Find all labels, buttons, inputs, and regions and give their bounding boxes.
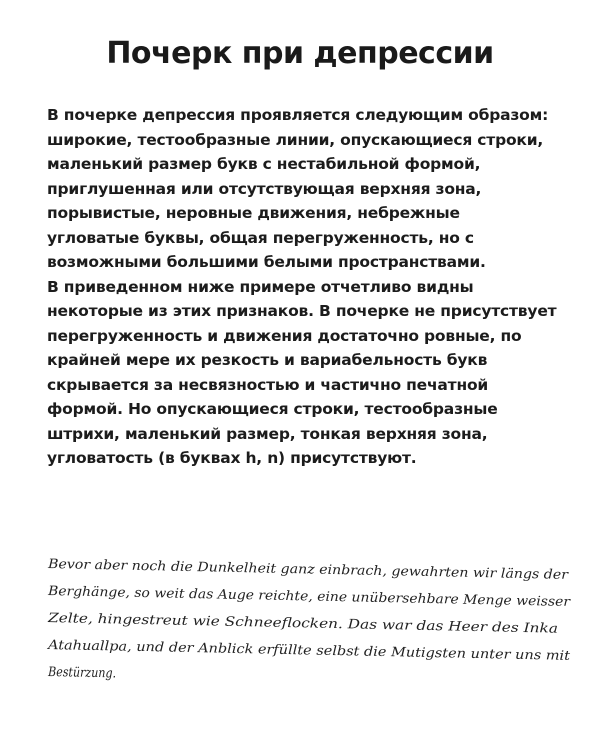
handwriting-line-1: Bevor aber noch die Dunkelheit ganz einbrach, gewahrten wir längs der xyxy=(47,557,526,583)
paragraph-1: В почерке депрессия проявляется следующим образом: широкие, тестообразные линии, опускающиеся строки, маленький размер букв с нестабильной формой, приглушенная или отсутствующая верхняя зона, порывистые, неровные движения, небрежные угловатые буквы, общая перегруженность, но с возможными большими белыми пространствами. xyxy=(47,106,549,271)
handwriting-line-3: Zelte, hingestreut wie Schneeflocken. Das war das Heer des Inka xyxy=(47,611,481,636)
handwriting-line-5: Bestürzung. xyxy=(47,665,128,682)
article-body xyxy=(47,103,557,471)
page-title: Почерк при депрессии xyxy=(106,36,494,71)
handwriting-sample-image xyxy=(44,548,584,698)
handwriting-line-2: Berghänge, so weit das Auge reichte, eine unübersehbare Menge weisser xyxy=(47,584,536,610)
handwriting-sample xyxy=(44,548,584,698)
handwriting-line-4: Atahuallpa, und der Anblick erfüllte selbst die Mutigsten unter uns mit xyxy=(47,638,518,663)
paragraph-2: В приведенном ниже примере отчетливо видны некоторые из этих признаков. В почерке не присутствует перегруженность и движения достаточно ровные, по крайней мере их резкость и вариабельность букв скрывается за несвязностью и частично печатной формой. Но опускающиеся строки, тестообразные штрихи, маленький размер, тонкая верхняя зона, угловатость (в буквах h, n) присутствуют. xyxy=(47,277,557,467)
